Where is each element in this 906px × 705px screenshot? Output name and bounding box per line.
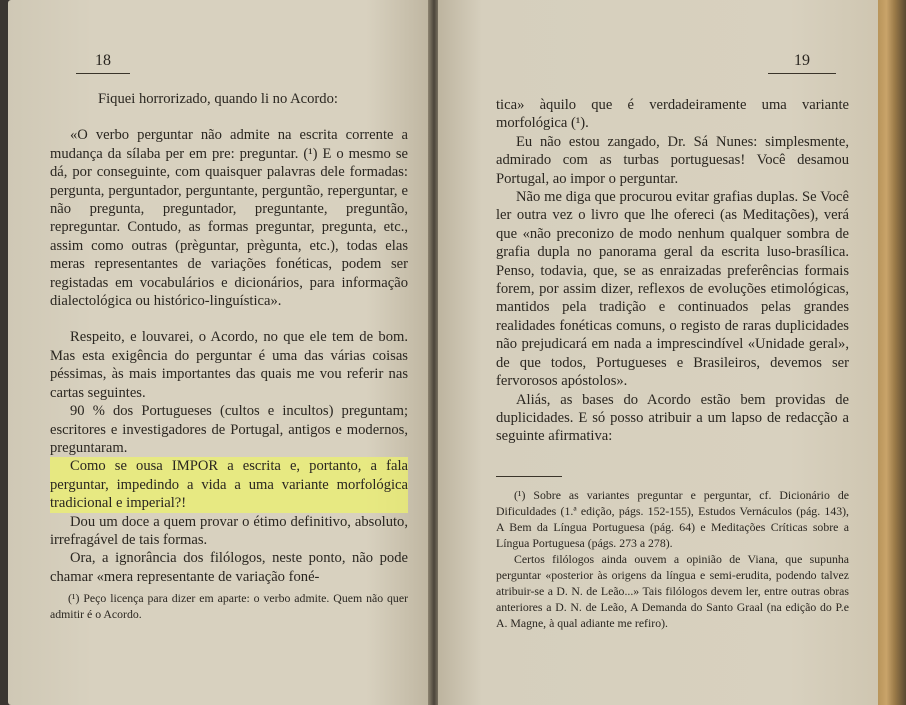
right-page	[438, 0, 878, 705]
left-paragraph-3: Respeito, e louvarei, o Acordo, no que ele tem de bom. Mas esta exigência do perguntar é uma das várias coisas péssimas, às mais importantes das quais me vou referir nas cartas seguintes.	[50, 329, 408, 401]
left-footnotes	[50, 590, 408, 622]
right-paragraph-1: tica» àquilo que é verdadeiramente uma variante morfológica (¹).	[496, 97, 849, 132]
left-paragraph-1: Fiquei horrorizado, quando li no Acordo:	[98, 91, 338, 107]
page-number-left: 18	[76, 52, 130, 74]
right-page-body	[496, 96, 849, 446]
right-footnotes	[496, 462, 849, 631]
left-paragraph-6: Dou um doce a quem provar o étimo definitivo, absoluto, irrefragável de tais formas.	[50, 513, 408, 548]
page-edges	[878, 0, 906, 705]
footnote-rule-right	[496, 476, 562, 477]
left-paragraph-highlighted: Como se ousa IMPOR a escrita e, portanto, a fala perguntar, impedindo a vida a uma variante morfológica tradicional e imperial?!	[50, 458, 408, 512]
left-footnote: (¹) Peço licença para dizer em aparte: o verbo admite. Quem não quer admitir é o Acordo.	[50, 591, 408, 621]
page-number-right: 19	[768, 52, 836, 74]
left-paragraph-2: «O verbo perguntar não admite na escrita corrente a mudança da sílaba per em pre: preguntar. (¹) E o mesmo se dá, por conseguinte, com quaisquer palavras dele formadas: pergunta, perguntador, perguntante, perguntão, reperguntar, e não pregunta, preguntador, preguntante, preguntão, repreguntar. Contudo, as formas preguntar, pregunta, etc., assim como outras (prèguntar, prègunta, etc.), todas elas meras representantes de variações fonéticas, podem ser registadas em vocabulários e dicionários, para informação dialectológica ou histórico-linguística».	[50, 127, 408, 310]
left-paragraph-4: 90 % dos Portugueses (cultos e incultos) preguntam; escritores e investigadores de Portugal, antigos e modernos, preguntaram.	[50, 403, 408, 456]
right-footnote-2: Certos filólogos ainda ouvem a opinião de Viana, que supunha perguntar «posterior às origens da língua e semi-erudita, podendo talvez atribuir-se a D. N. de Leão...» Tais filólogos devem ler, entre outras obras anteriores a D. N. de Leão, A Demanda do Santo Graal (na edição do P.e A. Magne, à qual adiante me refiro).	[496, 552, 849, 630]
right-footnote-1: (¹) Sobre as variantes preguntar e perguntar, cf. Dicionário de Dificuldades (1.ª edição, págs. 152-155), Estudos Vernáculos (pág. 143), A Bem da Língua Portuguesa (pág. 64) e Meditações Críticas sobre a Língua Portuguesa (págs. 273 a 278).	[496, 488, 849, 550]
right-paragraph-3: Não me diga que procurou evitar grafias duplas. Se Você ler outra vez o livro que lhe ofereci (as Meditações), verá que «não preconizo de modo nenhum qualquer sombra de grafia dupla no panorama geral da escrita luso-brasílica. Penso, todavia, que, se as enraizadas preferências formais forem, por assim dizer, reflexos de evoluções etimológicas, mantidos pela tradição e continuados pelas grandes realidades fonéticas comuns, o registo de raras duplicidades não prejudicará em nada a imprescindível «Unidade geral», de que todos, Portugueses e Brasileiros, devemos ser fervorosos apóstolos».	[496, 189, 849, 390]
left-page	[8, 0, 430, 705]
left-paragraph-7: Ora, a ignorância dos filólogos, neste ponto, não pode chamar «mera representante de variação foné-	[50, 550, 408, 585]
right-paragraph-2: Eu não estou zangado, Dr. Sá Nunes: simplesmente, admirado com as turbas portuguesas! Você desamou Portugal, ao impor o perguntar.	[496, 133, 849, 187]
right-paragraph-4: Aliás, as bases do Acordo estão bem providas de duplicidades. E só posso atribuir a um lapso de redacção a seguinte afirmativa:	[496, 391, 849, 445]
left-page-body	[50, 90, 408, 586]
